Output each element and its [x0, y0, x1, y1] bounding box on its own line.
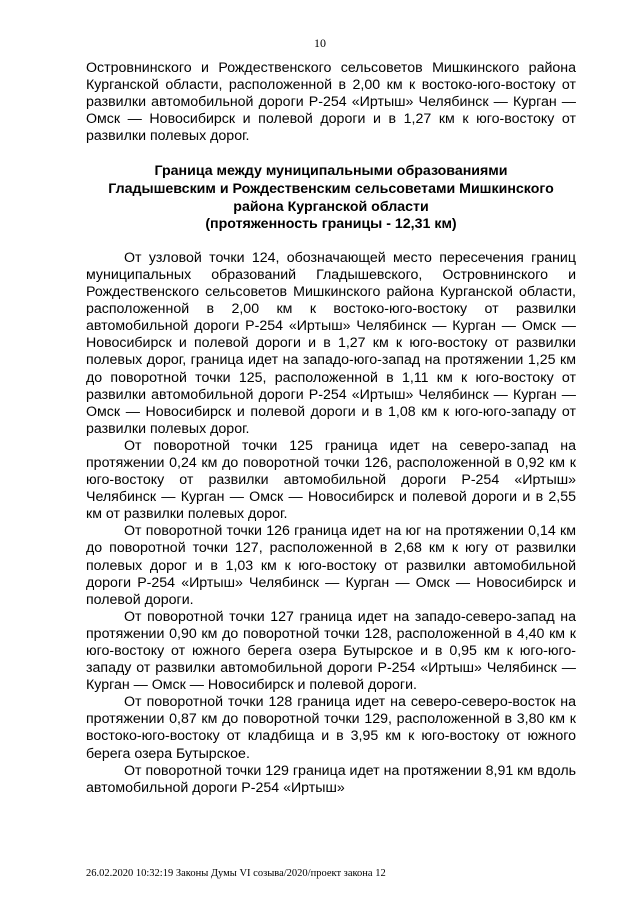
section-heading [86, 163, 576, 233]
paragraph-point-127: От поворотной точки 127 граница идет на западо-северо-запад на протяжении 0,90 км до поворотной точки 128, расположенной в 4,40 км к юго-востоку от южного берега озера Бутырское и в 0,95 км к юго-юго-западу от развилки автомобильной дороги Р-254 «Иртыш» Челябинск — Курган — Омск — Новосибирск и полевой дороги. [86, 608, 576, 694]
paragraph-point-124: От узловой точки 124, обозначающей место пересечения границ муниципальных образований Гладышевского, Островнинского и Рождественского сельсоветов Мишкинского района Курганской области, расположенной в 2,00 км к востоко-юго-востоку от развилки автомобильной дороги Р-254 «Иртыш» Челябинск — Курган — Омск — Новосибирск и полевой дороги и в 1,27 км к юго-востоку от развилки полевых дорог, граница идет на западо-юго-запад на протяжении 1,25 км до поворотной точки 125, расположенной в 1,11 км к юго-востоку от развилки автомобильной дороги Р-254 «Иртыш» Челябинск — Курган — Омск — Новосибирск и полевой дороги и в 1,08 км к юго-юго-западу от развилки полевых дорог. [86, 249, 576, 437]
paragraph-point-125: От поворотной точки 125 граница идет на северо-запад на протяжении 0,24 км до поворотной точки 126, расположенной в 0,92 км к юго-востоку от развилки автомобильной дороги Р-254 «Иртыш» Челябинск — Курган — Омск — Новосибирск и полевой дороги и в 2,55 км от развилки полевых дорог. [86, 437, 576, 523]
page-number: 10 [314, 36, 326, 50]
document-body [86, 60, 576, 797]
heading-line-1: Граница между муниципальными образованиями [154, 163, 508, 180]
paragraph-point-128: От поворотной точки 128 граница идет на северо-северо-восток на протяжении 0,87 км до поворотной точки 129, расположенной в 3,80 км к востоко-юго-востоку от кладбища и в 3,95 км к юго-востоку от южного берега озера Бутырское. [86, 694, 576, 762]
paragraph-point-129: От поворотной точки 129 граница идет на протяжении 8,91 км вдоль автомобильной дороги Р-254 «Иртыш» [86, 762, 576, 796]
heading-line-2: Гладышевским и Рождественским сельсоветами Мишкинского [108, 181, 554, 198]
paragraph-point-126: От поворотной точки 126 граница идет на юг на протяжении 0,14 км до поворотной точки 127, расположенной в 2,68 км к югу от развилки полевых дорог и в 1,03 км к юго-востоку от развилки автомобильной дороги Р-254 «Иртыш» Челябинск — Курган — Омск — Новосибирск и полевой дороги. [86, 523, 576, 608]
heading-line-3: района Курганской области [233, 198, 429, 215]
document-footer: 26.02.2020 10:32:19 Законы Думы VI созыва/2020/проект закона 12 [86, 868, 386, 879]
intro-paragraph: Островнинского и Рождественского сельсоветов Мишкинского района Курганской области, расположенной в 2,00 км к востоко-юго-востоку от развилки автомобильной дороги Р-254 «Иртыш» Челябинск — Курган — Омск — Новосибирск и полевой дороги и в 1,27 км к юго-востоку от развилки полевых дорог. [86, 60, 576, 145]
heading-line-4: (протяженность границы - 12,31 км) [205, 216, 457, 233]
